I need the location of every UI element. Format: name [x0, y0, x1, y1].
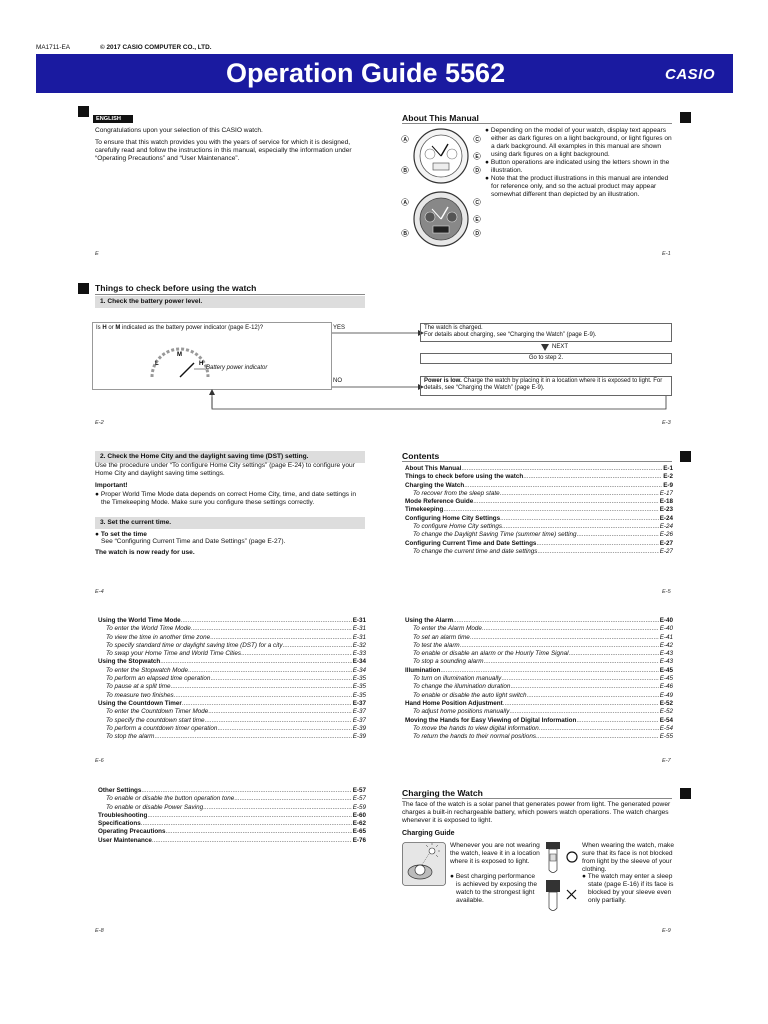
toc-entry [98, 708, 366, 716]
toc-entry [405, 625, 673, 633]
toc-leader-dots [171, 683, 352, 691]
toc-entry-title: Using the Countdown Timer [98, 699, 182, 707]
things-title: Things to check before using the watch [95, 283, 257, 293]
toc-entry [405, 515, 673, 523]
toc-entry-page: E-31 [352, 633, 366, 641]
toc-entry-title: Illumination [405, 666, 441, 674]
toc-entry-page: E-45 [659, 675, 673, 683]
bullet: ● Depending on the model of your watch, display text appears either as dark figures on a light background, or light figures on a dark background. All examples in this manual are shown using dark figures on a light background. [485, 127, 672, 158]
page-number: E [95, 251, 99, 257]
toc-entry [98, 700, 366, 708]
page-number: E-2 [95, 420, 104, 426]
step3-bar: 3. Set the current time. [95, 517, 365, 529]
low-power-bold: Power is low. [424, 378, 462, 384]
charging-guide-heading: Charging Guide [402, 830, 455, 837]
toc-entry [405, 617, 673, 625]
toc-entry-page: E-40 [659, 617, 673, 624]
toc-entry-title: To swap your Home Time and World Time Cities [106, 650, 242, 658]
toc-entry-page: E-59 [352, 803, 366, 811]
toc-leader-dots [210, 634, 352, 642]
toc-entry [98, 634, 366, 642]
toc-entry [405, 540, 673, 548]
button-letter: C [475, 199, 480, 206]
gauge-letter: L [155, 361, 159, 367]
toc-leader-dots [204, 717, 351, 725]
gauge-letter: M [177, 352, 182, 358]
watch-bottom [414, 192, 468, 246]
button-letter: E [475, 153, 479, 160]
toc-leader-dots [141, 820, 352, 828]
toc-entry-title: User Maintenance [98, 836, 152, 844]
toc-leader-dots [536, 733, 659, 741]
toc-leader-dots [483, 658, 658, 666]
toc-entry-page: E-1 [663, 465, 673, 472]
toc-entry-title: Troubleshooting [98, 811, 148, 819]
toc-leader-dots [191, 625, 352, 633]
bullet: ● Note that the product illustrations in this manual are intended for reference only, and so the actual product may appear somewhat different than depicted by an illustration. [485, 175, 669, 198]
toc-entry-page: E-34 [352, 658, 366, 666]
toc-entry-page: E-31 [352, 617, 366, 624]
button-letter: A [403, 136, 408, 143]
toc-entry-title: Using the World Time Mode [98, 617, 181, 624]
toc-entry-title: To stop the alarm [106, 733, 155, 741]
toc-entry-title: About This Manual [405, 465, 462, 472]
charging-text: The face of the watch is a solar panel that generates power from light. The generated power charges a built-in rechargeable battery, which powers watch operations. The watch charges whenever it is exposed to light. [402, 801, 671, 824]
toc-leader-dots [460, 642, 659, 650]
bullet-text: Note that the product illustrations in this manual are intended for reference only, and so the actual product may appear somewhat different than depicted by an illustration. [490, 175, 669, 198]
toc-entry-page: E-57 [352, 795, 366, 803]
left-bullet-text: Best charging performance is achieved by exposing the watch to the strongest light available. [455, 873, 538, 904]
toc-entry-page: E-60 [352, 811, 366, 819]
toc-entry-title: To change the current time and date settings [413, 547, 538, 555]
toc-entry [98, 658, 366, 666]
page-title: Operation Guide 5562 [226, 58, 506, 88]
ready-text: The watch is now ready for use. [95, 549, 195, 556]
wrist-ok-illustration [546, 842, 580, 876]
toc-entry [98, 733, 366, 741]
toc-entry [405, 692, 673, 700]
about-bullets [485, 127, 672, 199]
contents-title: Contents [402, 451, 440, 461]
toc-entry-page: E-43 [659, 650, 673, 658]
toc-entry-page: E-46 [659, 683, 673, 691]
button-letter: B [403, 230, 408, 237]
toc-entry [405, 650, 673, 658]
toc-entry-page: E-39 [352, 733, 366, 741]
toc-entry [98, 787, 366, 795]
toc-entry [98, 683, 366, 691]
q-m: M [115, 325, 121, 331]
toc-leader-dots [217, 725, 351, 733]
toc-leader-dots [482, 625, 659, 633]
wrist-blocked-illustration [546, 880, 580, 914]
toc-entry [405, 675, 673, 683]
goto-text: Go to step 2. [528, 355, 564, 361]
toc-entry [405, 506, 673, 514]
section-marker [78, 106, 89, 117]
toc-entry-page: E-37 [352, 699, 366, 707]
toc-leader-dots [539, 725, 659, 733]
toc-entry-title: Charging the Watch [405, 481, 465, 489]
charged-line: For details about charging, see “Charging the Watch” (page E-9). [424, 332, 597, 339]
toc-entry [405, 523, 673, 531]
toc-entry-page: E-45 [659, 666, 673, 674]
step2-text: Use the procedure under “To configure Home City settings” (page E-24) to configure your Home City and daylight saving time settings. [95, 462, 355, 477]
toc-entry [98, 820, 366, 828]
toc-leader-dots [501, 675, 658, 683]
charging-title: Charging the Watch [402, 788, 483, 798]
toc-leader-dots [147, 812, 351, 820]
next-label: NEXT [552, 344, 569, 350]
toc-entry [98, 625, 366, 633]
toc-leader-dots [453, 617, 659, 625]
section-marker [680, 451, 691, 462]
toc-entry [98, 725, 366, 733]
toc-entry-page: E-2 [663, 473, 673, 481]
toc-entry-title: Configuring Current Time and Date Settings [405, 539, 537, 547]
toc-entry [98, 812, 366, 820]
toc-leader-dots [470, 634, 659, 642]
toc-leader-dots [152, 837, 352, 845]
toc-entry [405, 708, 673, 716]
toc-leader-dots [241, 650, 352, 658]
toc-entry-page: E-41 [659, 633, 673, 641]
toc-entry-page: E-39 [352, 724, 366, 732]
toc-entry-page: E-32 [352, 641, 366, 649]
toc-leader-dots [166, 828, 352, 836]
toc-entry [405, 634, 673, 642]
toc-entry [405, 667, 673, 675]
toc-entry-page: E-26 [659, 531, 673, 539]
toc-entry-title: To turn on illumination manually [413, 675, 502, 683]
toc-entry-title: To specify standard time or daylight saving time (DST) for a city [106, 641, 283, 649]
toc-entry-title: To configure Home City settings [413, 523, 503, 531]
toc-leader-dots [283, 642, 352, 650]
toc-entry-title: To pause at a split time [106, 683, 171, 691]
toc-entry-page: E-35 [352, 675, 366, 683]
important-text: ● Proper World Time Mode data depends on correct Home City, time, and date settings in the Timekeeping Mode. Make sure you configure these settings correctly. [95, 491, 357, 506]
toc-entry [405, 700, 673, 708]
toc-entry [98, 717, 366, 725]
watch-top [414, 129, 468, 183]
toc-leader-dots [141, 787, 351, 795]
toc-entry-title: Specifications [98, 820, 141, 828]
divider [402, 461, 672, 462]
toc-leader-dots [464, 482, 662, 490]
toc-entry-title: Timekeeping [405, 506, 444, 514]
toc-entry [98, 675, 366, 683]
button-letter: B [403, 167, 408, 174]
low-power-rest: Charge the watch by placing it in a location where it is exposed to light. For details, see “Charging the Watch” (page E-9). [424, 378, 663, 392]
toc-entry-title: To stop a sounding alarm [413, 658, 484, 666]
bullet-text: Button operations are indicated using the letters shown in the illustration. [490, 159, 670, 174]
set-time-ref: See “Configuring Current Time and Date Settings” (page E-27). [101, 538, 286, 545]
intro-congratulations: Congratulations upon your selection of this CASIO watch. [95, 127, 263, 134]
toc-entry-page: E-27 [659, 539, 673, 547]
toc-entry [98, 642, 366, 650]
toc-entry-page: E-17 [659, 489, 673, 497]
divider [402, 798, 672, 799]
copyright: © 2017 CASIO COMPUTER CO., LTD. [100, 44, 212, 51]
toc-leader-dots [503, 700, 659, 708]
toc-entry-title: To change the Daylight Saving Time (summer time) setting [413, 531, 577, 539]
toc-entry-page: E-62 [352, 820, 366, 828]
toc-entry [98, 795, 366, 803]
toc-leader-dots [509, 708, 658, 716]
brand-logo: CASIO [664, 66, 715, 83]
toc-leader-dots [577, 531, 659, 539]
toc-entry-page: E-42 [659, 641, 673, 649]
toc-leader-dots [203, 804, 352, 812]
toc-leader-dots [208, 708, 351, 716]
toc-list-right [405, 617, 673, 741]
section-marker [680, 112, 691, 123]
title-banner [36, 54, 733, 93]
toc-leader-dots [440, 667, 658, 675]
toc-entry-title: Mode Reference Guide [405, 498, 474, 506]
toc-leader-dots [536, 540, 658, 548]
toc-entry [405, 683, 673, 691]
button-letter: E [475, 216, 479, 223]
q-text: indicated as the battery power indicator (page E-12)? [120, 325, 264, 331]
page-number: E-4 [95, 589, 104, 595]
toc-entry-title: Other Settings [98, 787, 142, 794]
toc-entry-title: To enable or disable the button operation tone [106, 795, 235, 803]
watch-illustration [400, 124, 482, 252]
page-number: E-3 [662, 420, 671, 426]
toc-entry-page: E-37 [352, 708, 366, 716]
toc-entry-page: E-40 [659, 625, 673, 633]
set-time-heading: ● To set the time [95, 531, 147, 538]
step1-bar: 1. Check the battery power level. [95, 296, 365, 308]
charging-right-text: When wearing the watch, make sure that its face is not blocked from light by the sleeve of your clothing. [582, 842, 674, 873]
important-body: Proper World Time Mode data depends on correct Home City, time, and date settings in the Timekeeping Mode. Make sure you configure these settings correctly. [100, 491, 357, 506]
toc-entry-page: E-37 [352, 716, 366, 724]
page-number: E-5 [662, 589, 671, 595]
toc-leader-dots [576, 717, 658, 725]
toc-entry-page: E-24 [659, 514, 673, 522]
toc-entry-title: Hand Home Position Adjustment [405, 699, 503, 707]
toc-entry [98, 828, 366, 836]
toc-entry-page: E-33 [352, 650, 366, 658]
toc-entry-page: E-54 [659, 716, 673, 724]
loop-back-line [208, 395, 668, 415]
toc-entry-page: E-31 [352, 625, 366, 633]
toc-leader-dots [500, 515, 659, 523]
toc-entry-page: E-49 [659, 691, 673, 699]
toc-entry-page: E-52 [659, 708, 673, 716]
toc-entry-title: To set an alarm time [413, 633, 470, 641]
toc-entry-page: E-35 [352, 683, 366, 691]
manual-code: MA1711-EA [36, 44, 70, 51]
button-letter: A [403, 199, 408, 206]
toc-leader-dots [473, 498, 658, 506]
toc-leader-dots [188, 667, 352, 675]
toc-entry-title: To move the hands to view digital information [413, 724, 539, 732]
toc-leader-dots [234, 795, 351, 803]
toc-leader-dots [181, 617, 352, 625]
toc-entry [405, 531, 673, 539]
page-number: E-8 [95, 928, 104, 934]
yes-label: YES [333, 325, 346, 331]
toc-entry-title: Configuring Home City Settings [405, 514, 501, 522]
toc-entry [405, 498, 673, 506]
intro-paragraph: To ensure that this watch provides you with the years of service for which it is designed, carefully read and follow the instructions in this manual, especially the information under “Operating Precautions” and “User Maintenance”. [95, 139, 352, 162]
set-time-label: To set the time [100, 531, 147, 538]
charging-left-text: Whenever you are not wearing the watch, leave it in a location where it is exposed to light. [450, 842, 540, 865]
low-power-text [424, 378, 670, 392]
toc-entry [98, 837, 366, 845]
page-number: E-7 [662, 758, 671, 764]
charging-right-bullet: ● The watch may enter a sleep state (page E-16) if its face is blocked by your sleeve even only partially. [582, 873, 674, 904]
toc-entry-page: E-18 [659, 498, 673, 506]
toc-entry-title: To enter the Alarm Mode [413, 625, 482, 633]
toc-entry-page: E-35 [352, 691, 366, 699]
toc-entry-title: To enter the World Time Mode [106, 625, 191, 633]
toc-leader-dots [210, 675, 351, 683]
toc-entry [405, 658, 673, 666]
toc-leader-dots [174, 692, 352, 700]
step2-bar: 2. Check the Home City and the daylight saving time (DST) setting. [95, 451, 365, 463]
toc-entry [405, 473, 673, 481]
toc-entry-page: E-43 [659, 658, 673, 666]
toc-leader-dots [182, 700, 352, 708]
toc-entry [405, 465, 673, 473]
toc-list-left [98, 617, 366, 741]
page-number: E-6 [95, 758, 104, 764]
toc-entry-title: To test the alarm [413, 641, 460, 649]
toc-entry-title: To enable or disable an alarm or the Hourly Time Signal [413, 650, 569, 658]
toc-entry-title: To enable or disable Power Saving [106, 803, 204, 811]
toc-entry [405, 733, 673, 741]
page-number: E-1 [662, 251, 671, 257]
section-marker [78, 283, 89, 294]
toc-entry-title: To measure two finishes [106, 691, 174, 699]
toc-leader-dots [527, 692, 659, 700]
toc-entry-title: To recover from the sleep state [413, 489, 500, 497]
toc-entry-title: To adjust home positions manually [413, 708, 510, 716]
toc-entry-page: E-23 [659, 506, 673, 514]
toc-leader-dots [154, 733, 351, 741]
toc-entry [98, 617, 366, 625]
toc-entry [405, 642, 673, 650]
toc-entry [405, 490, 673, 498]
toc-entry-title: To perform an elapsed time operation [106, 675, 211, 683]
toc-entry [98, 650, 366, 658]
toc-entry-page: E-24 [659, 523, 673, 531]
toc-leader-dots [160, 658, 351, 666]
toc-entry-page: E-76 [352, 836, 366, 844]
toc-entry-title: To enter the Stopwatch Mode [106, 666, 189, 674]
button-letter: C [475, 136, 480, 143]
toc-entry-page: E-52 [659, 699, 673, 707]
button-letter: D [475, 167, 480, 174]
toc-entry-title: Using the Stopwatch [98, 658, 161, 666]
toc-entry-page: E-9 [663, 481, 673, 489]
toc-leader-dots [537, 548, 658, 556]
next-arrow-icon [540, 343, 550, 353]
toc-entry-title: Things to check before using the watch [405, 473, 524, 481]
toc-entry-page: E-57 [352, 787, 366, 794]
gauge-letter: H [199, 361, 204, 367]
toc-entry-title: Moving the Hands for Easy Viewing of Digital Information [405, 716, 577, 724]
toc-entry-page: E-27 [659, 547, 673, 555]
toc-leader-dots [443, 506, 658, 514]
toc-leader-dots [510, 683, 658, 691]
toc-leader-dots [523, 473, 662, 481]
toc-leader-dots [461, 465, 662, 473]
toc-leader-dots [568, 650, 658, 658]
toc-entry-title: To specify the countdown start time [106, 716, 205, 724]
toc-entry-title: To perform a countdown timer operation [106, 724, 218, 732]
important-label: Important! [95, 482, 128, 489]
toc-entry-page: E-55 [659, 733, 673, 741]
toc-list-left2 [98, 787, 366, 845]
divider [95, 294, 365, 295]
toc-entry [405, 548, 673, 556]
toc-entry [98, 692, 366, 700]
page-number: E-9 [662, 928, 671, 934]
watch-in-light-illustration [402, 842, 446, 886]
toc-entry-page: E-54 [659, 724, 673, 732]
toc-entry [405, 725, 673, 733]
q-h: H [102, 325, 107, 331]
toc-entry-title: To change the illumination duration [413, 683, 511, 691]
toc-entry [98, 804, 366, 812]
q-text: Is [96, 325, 103, 331]
toc-entry [405, 717, 673, 725]
charged-line: The watch is charged. [424, 325, 483, 331]
charged-text [424, 325, 670, 339]
right-bullet-text: The watch may enter a sleep state (page E-16) if its face is blocked by your sleeve even only partially. [587, 873, 674, 904]
battery-indicator-label: Battery power indicator [206, 365, 268, 371]
toc-leader-dots [500, 490, 659, 498]
toc-entry [98, 667, 366, 675]
toc-entry-title: Using the Alarm [405, 617, 454, 624]
toc-entry-title: To view the time in another time zone [106, 633, 211, 641]
section-marker [680, 788, 691, 799]
no-label: NO [333, 378, 342, 384]
bullet: ● Button operations are indicated using the letters shown in the illustration. [485, 159, 670, 174]
language-label: ENGLISH [93, 115, 133, 123]
toc-entry-title: Operating Precautions [98, 828, 166, 836]
bullet-text: Depending on the model of your watch, display text appears either as dark figures on a light background, or light figures on a dark background. All examples in this manual are shown using dark figures on a light background. [490, 127, 672, 158]
button-letter: D [475, 230, 480, 237]
toc-entry-page: E-34 [352, 666, 366, 674]
toc-entry-title: To return the hands to their normal positions [413, 733, 536, 741]
q-text: or [106, 325, 116, 331]
toc-entry-title: To enter the Countdown Timer Mode [106, 708, 209, 716]
toc-entry [405, 482, 673, 490]
toc-entry-page: E-65 [352, 828, 366, 836]
toc-leader-dots [502, 523, 659, 531]
about-title: About This Manual [402, 113, 479, 123]
contents-list [405, 465, 673, 556]
charging-left-bullet: ● Best charging performance is achieved by exposing the watch to the strongest light available. [450, 873, 538, 904]
toc-entry-title: To enable or disable the auto light switch [413, 691, 527, 699]
